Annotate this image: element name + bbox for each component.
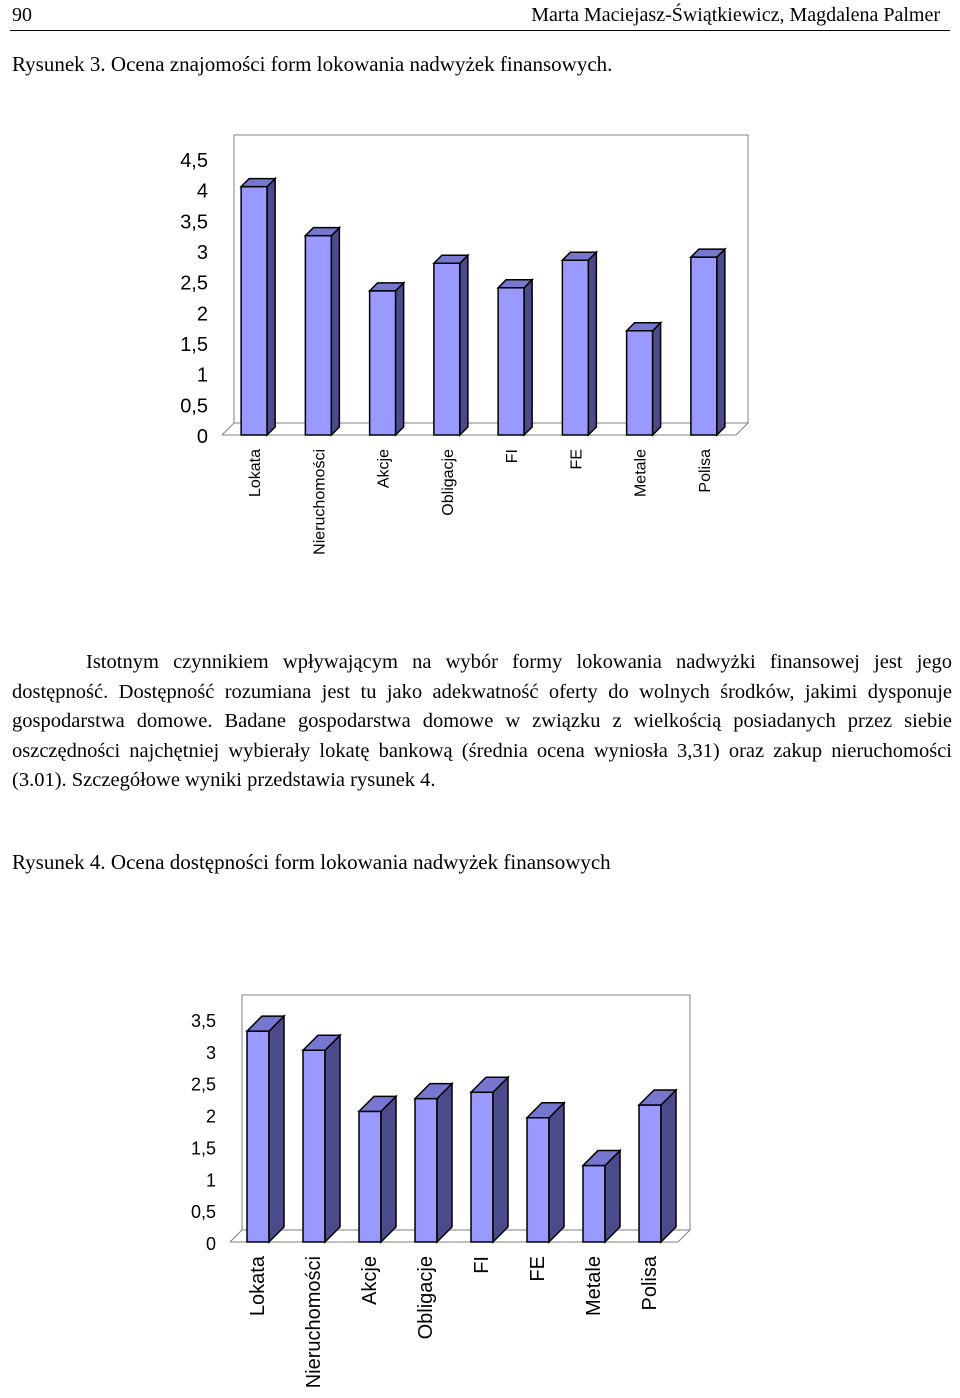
y-tick-label: 0 — [205, 1234, 216, 1254]
bar-side-metale — [653, 323, 661, 435]
bar-side-fe — [588, 252, 596, 435]
bar-side-obligacje — [460, 255, 468, 435]
bar-akcje — [359, 1111, 381, 1242]
bar-side-fi — [493, 1077, 508, 1242]
y-tick-label: 3,5 — [190, 1011, 216, 1031]
bar-side-polisa — [717, 249, 725, 435]
category-label-fi: FI — [504, 449, 522, 464]
category-label-akcje: Akcje — [375, 449, 393, 489]
figure3-caption: Rysunek 3. Ocena znajomości form lokowania nadwyżek finansowych. — [12, 52, 613, 76]
floor — [230, 1230, 690, 1242]
bar-lokata — [247, 1031, 269, 1242]
bar-nieruchomosci — [305, 236, 331, 435]
figure4-caption: Rysunek 4. Ocena dostępności form lokowania nadwyżek finansowych — [12, 850, 611, 874]
y-tick-label: 0 — [196, 426, 208, 448]
category-label-lokata: Lokata — [247, 1256, 269, 1317]
y-tick-label: 3 — [205, 1042, 216, 1063]
bar-obligacje — [415, 1099, 437, 1242]
bar-polisa — [639, 1105, 661, 1242]
y-tick-label: 2,5 — [190, 1074, 216, 1095]
bar-side-nieruchomosci — [325, 1035, 340, 1242]
y-tick-label: 2 — [205, 1106, 216, 1127]
figure3-chart — [0, 125, 960, 585]
y-tick-label: 1 — [196, 364, 208, 387]
y-tick-label: 4,5 — [180, 150, 208, 172]
floor — [222, 423, 748, 435]
bar-side-lokata — [269, 1016, 284, 1242]
y-tick-label: 3,5 — [180, 211, 208, 234]
y-tick-label: 3 — [196, 242, 208, 264]
bar-fi — [471, 1092, 493, 1242]
bar-side-lokata — [267, 179, 275, 435]
category-label-metale: Metale — [632, 449, 650, 498]
bar-polisa — [691, 257, 717, 435]
y-tick-label: 1 — [205, 1170, 216, 1191]
bar-side-obligacje — [437, 1084, 452, 1242]
y-tick-label: 1,5 — [180, 334, 208, 356]
bar-akcje — [370, 291, 396, 435]
category-label-polisa: Polisa — [696, 449, 714, 493]
category-label-polisa: Polisa — [639, 1256, 661, 1311]
y-tick-label: 0,5 — [180, 395, 208, 418]
page-header — [10, 0, 950, 31]
category-label-nieruchomosci: Nieruchomości — [311, 449, 329, 555]
bar-metale — [583, 1166, 605, 1242]
bar-fi — [498, 288, 524, 435]
y-tick-label: 2 — [196, 303, 208, 326]
body-paragraph — [12, 648, 952, 796]
bar-side-akcje — [396, 283, 404, 435]
bar-metale — [627, 331, 653, 435]
bar-obligacje — [434, 263, 460, 435]
bar-nieruchomosci — [303, 1050, 325, 1242]
y-tick-label: 0,5 — [190, 1202, 216, 1223]
bar-lokata — [241, 187, 267, 435]
bar-side-akcje — [381, 1096, 396, 1242]
y-tick-label: 4 — [196, 180, 208, 203]
category-label-fe: FE — [568, 449, 586, 470]
bar-side-fe — [549, 1103, 564, 1242]
category-label-metale: Metale — [583, 1256, 605, 1317]
bar-side-fi — [524, 280, 532, 435]
category-label-nieruchomosci: Nieruchomości — [303, 1256, 325, 1389]
bar-side-nieruchomosci — [331, 228, 339, 435]
category-label-obligacje: Obligacje — [439, 449, 457, 516]
figure4-chart — [0, 965, 960, 1398]
category-label-obligacje: Obligacje — [415, 1256, 437, 1340]
category-label-fe: FE — [527, 1256, 549, 1282]
category-label-lokata: Lokata — [247, 449, 265, 498]
category-label-akcje: Akcje — [359, 1256, 381, 1305]
running-head: Marta Maciejasz-Świątkiewicz, Magdalena Palmer — [531, 4, 940, 26]
paragraph-text: Istotnym czynnikiem wpływającym na wybór formy lokowania nadwyżki finansowej jest jego dostępność. Dostępność rozumiana jest tu jako adekwatność oferty do wolnych środków, jakimi dysponuje gospodarstwa domowe. Badane gospodarstwa domowe w związku z wielkością posiadanych przez siebie oszczędności najchętniej wybierały lokatę bankową (średnia ocena wyniosła 3,31) oraz zakup nieruchomości (3.01). Szczegółowe wyniki przedstawia rysunek 4. — [12, 651, 952, 791]
y-tick-label: 1,5 — [190, 1138, 216, 1159]
y-tick-label: 2,5 — [180, 272, 208, 295]
bar-side-polisa — [661, 1090, 676, 1242]
category-label-fi: FI — [471, 1256, 493, 1274]
bar-fe — [562, 260, 588, 435]
page-number: 90 — [12, 4, 32, 26]
bar-fe — [527, 1118, 549, 1242]
